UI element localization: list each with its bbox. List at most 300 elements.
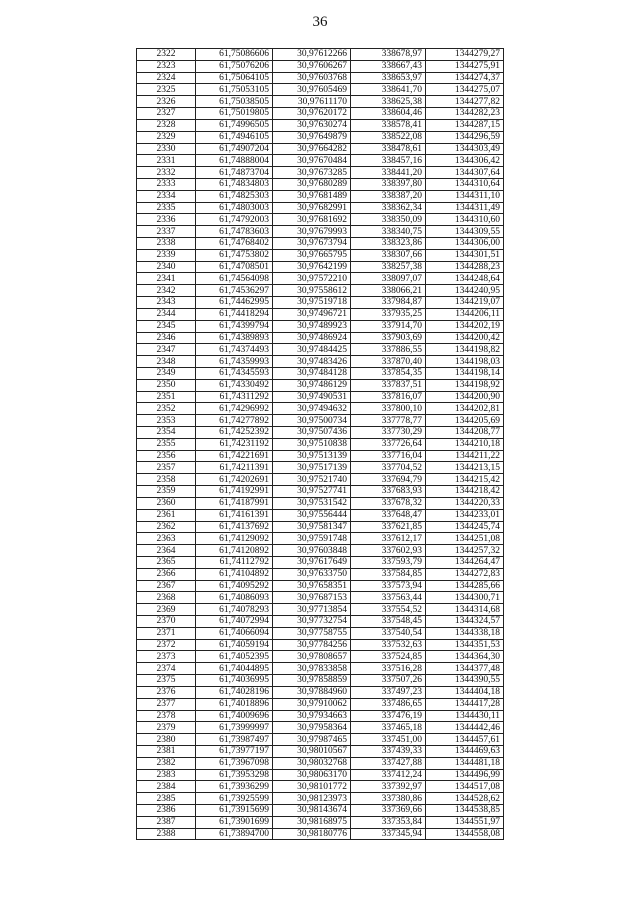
longitude-cell: 30,97572210 bbox=[273, 273, 351, 285]
table-row bbox=[137, 249, 504, 261]
x-coordinate-cell: 337548,45 bbox=[351, 616, 426, 628]
table-row bbox=[137, 545, 504, 557]
point-number-cell: 2334 bbox=[137, 190, 196, 202]
y-coordinate-cell: 1344351,53 bbox=[426, 639, 504, 651]
point-number-cell: 2366 bbox=[137, 568, 196, 580]
y-coordinate-cell: 1344205,69 bbox=[426, 415, 504, 427]
longitude-cell: 30,97658351 bbox=[273, 580, 351, 592]
x-coordinate-cell: 337451,00 bbox=[351, 734, 426, 746]
x-coordinate-cell: 337380,86 bbox=[351, 793, 426, 805]
x-coordinate-cell: 337935,25 bbox=[351, 308, 426, 320]
table-row bbox=[137, 367, 504, 379]
longitude-cell: 30,97673794 bbox=[273, 238, 351, 250]
point-number-cell: 2362 bbox=[137, 521, 196, 533]
longitude-cell: 30,97784256 bbox=[273, 639, 351, 651]
table-row bbox=[137, 119, 504, 131]
latitude-cell: 61,74137692 bbox=[196, 521, 273, 533]
y-coordinate-cell: 1344274,37 bbox=[426, 72, 504, 84]
table-row bbox=[137, 580, 504, 592]
table-row bbox=[137, 72, 504, 84]
latitude-cell: 61,74792003 bbox=[196, 214, 273, 226]
longitude-cell: 30,97603768 bbox=[273, 72, 351, 84]
x-coordinate-cell: 338522,08 bbox=[351, 131, 426, 143]
longitude-cell: 30,98032768 bbox=[273, 757, 351, 769]
table-row bbox=[137, 604, 504, 616]
x-coordinate-cell: 337648,47 bbox=[351, 509, 426, 521]
point-number-cell: 2324 bbox=[137, 72, 196, 84]
y-coordinate-cell: 1344285,66 bbox=[426, 580, 504, 592]
x-coordinate-cell: 337683,93 bbox=[351, 486, 426, 498]
y-coordinate-cell: 1344417,28 bbox=[426, 698, 504, 710]
longitude-cell: 30,97486924 bbox=[273, 332, 351, 344]
y-coordinate-cell: 1344287,15 bbox=[426, 119, 504, 131]
latitude-cell: 61,74825303 bbox=[196, 190, 273, 202]
point-number-cell: 2331 bbox=[137, 155, 196, 167]
table-row bbox=[137, 344, 504, 356]
y-coordinate-cell: 1344198,03 bbox=[426, 356, 504, 368]
y-coordinate-cell: 1344275,07 bbox=[426, 84, 504, 96]
point-number-cell: 2380 bbox=[137, 734, 196, 746]
y-coordinate-cell: 1344200,42 bbox=[426, 332, 504, 344]
latitude-cell: 61,74359993 bbox=[196, 356, 273, 368]
table-row bbox=[137, 84, 504, 96]
y-coordinate-cell: 1344496,99 bbox=[426, 769, 504, 781]
y-coordinate-cell: 1344310,64 bbox=[426, 178, 504, 190]
longitude-cell: 30,97611170 bbox=[273, 96, 351, 108]
table-row bbox=[137, 297, 504, 309]
x-coordinate-cell: 337602,93 bbox=[351, 545, 426, 557]
y-coordinate-cell: 1344279,27 bbox=[426, 49, 504, 61]
latitude-cell: 61,73915699 bbox=[196, 805, 273, 817]
longitude-cell: 30,97665795 bbox=[273, 249, 351, 261]
y-coordinate-cell: 1344364,30 bbox=[426, 651, 504, 663]
table-row bbox=[137, 273, 504, 285]
latitude-cell: 61,74009696 bbox=[196, 710, 273, 722]
point-number-cell: 2328 bbox=[137, 119, 196, 131]
point-number-cell: 2367 bbox=[137, 580, 196, 592]
latitude-cell: 61,74311292 bbox=[196, 391, 273, 403]
x-coordinate-cell: 338340,75 bbox=[351, 226, 426, 238]
latitude-cell: 61,73936299 bbox=[196, 781, 273, 793]
latitude-cell: 61,74072994 bbox=[196, 616, 273, 628]
table-row bbox=[137, 486, 504, 498]
x-coordinate-cell: 337984,87 bbox=[351, 297, 426, 309]
point-number-cell: 2323 bbox=[137, 60, 196, 72]
point-number-cell: 2352 bbox=[137, 403, 196, 415]
latitude-cell: 61,74564098 bbox=[196, 273, 273, 285]
y-coordinate-cell: 1344277,82 bbox=[426, 96, 504, 108]
latitude-cell: 61,74330492 bbox=[196, 379, 273, 391]
latitude-cell: 61,74803003 bbox=[196, 202, 273, 214]
x-coordinate-cell: 337439,33 bbox=[351, 745, 426, 757]
latitude-cell: 61,73977197 bbox=[196, 745, 273, 757]
latitude-cell: 61,74462995 bbox=[196, 297, 273, 309]
longitude-cell: 30,97489923 bbox=[273, 320, 351, 332]
latitude-cell: 61,74873704 bbox=[196, 167, 273, 179]
point-number-cell: 2378 bbox=[137, 710, 196, 722]
latitude-cell: 61,73894700 bbox=[196, 828, 273, 840]
x-coordinate-cell: 338397,80 bbox=[351, 178, 426, 190]
table-row bbox=[137, 438, 504, 450]
point-number-cell: 2343 bbox=[137, 297, 196, 309]
point-number-cell: 2341 bbox=[137, 273, 196, 285]
point-number-cell: 2333 bbox=[137, 178, 196, 190]
latitude-cell: 61,73999997 bbox=[196, 722, 273, 734]
latitude-cell: 61,74418294 bbox=[196, 308, 273, 320]
latitude-cell: 61,73987497 bbox=[196, 734, 273, 746]
x-coordinate-cell: 338350,09 bbox=[351, 214, 426, 226]
point-number-cell: 2361 bbox=[137, 509, 196, 521]
latitude-cell: 61,74277892 bbox=[196, 415, 273, 427]
table-row bbox=[137, 96, 504, 108]
longitude-cell: 30,97484425 bbox=[273, 344, 351, 356]
y-coordinate-cell: 1344218,42 bbox=[426, 486, 504, 498]
y-coordinate-cell: 1344213,15 bbox=[426, 462, 504, 474]
point-number-cell: 2349 bbox=[137, 367, 196, 379]
point-number-cell: 2330 bbox=[137, 143, 196, 155]
table-row bbox=[137, 226, 504, 238]
table-row bbox=[137, 781, 504, 793]
latitude-cell: 61,74389893 bbox=[196, 332, 273, 344]
table-row bbox=[137, 509, 504, 521]
longitude-cell: 30,97682991 bbox=[273, 202, 351, 214]
y-coordinate-cell: 1344390,55 bbox=[426, 675, 504, 687]
latitude-cell: 61,74345593 bbox=[196, 367, 273, 379]
table-row bbox=[137, 379, 504, 391]
latitude-cell: 61,75076206 bbox=[196, 60, 273, 72]
y-coordinate-cell: 1344200,90 bbox=[426, 391, 504, 403]
longitude-cell: 30,97591748 bbox=[273, 533, 351, 545]
x-coordinate-cell: 337837,51 bbox=[351, 379, 426, 391]
x-coordinate-cell: 337914,70 bbox=[351, 320, 426, 332]
longitude-cell: 30,97521740 bbox=[273, 474, 351, 486]
y-coordinate-cell: 1344324,57 bbox=[426, 616, 504, 628]
longitude-cell: 30,97486129 bbox=[273, 379, 351, 391]
point-number-cell: 2342 bbox=[137, 285, 196, 297]
latitude-cell: 61,74086093 bbox=[196, 592, 273, 604]
longitude-cell: 30,97517139 bbox=[273, 462, 351, 474]
table-row bbox=[137, 828, 504, 840]
x-coordinate-cell: 338066,21 bbox=[351, 285, 426, 297]
x-coordinate-cell: 338362,34 bbox=[351, 202, 426, 214]
longitude-cell: 30,97649879 bbox=[273, 131, 351, 143]
y-coordinate-cell: 1344306,42 bbox=[426, 155, 504, 167]
point-number-cell: 2351 bbox=[137, 391, 196, 403]
latitude-cell: 61,74192991 bbox=[196, 486, 273, 498]
y-coordinate-cell: 1344211,22 bbox=[426, 450, 504, 462]
x-coordinate-cell: 338457,16 bbox=[351, 155, 426, 167]
longitude-cell: 30,97934663 bbox=[273, 710, 351, 722]
y-coordinate-cell: 1344275,91 bbox=[426, 60, 504, 72]
longitude-cell: 30,97527741 bbox=[273, 486, 351, 498]
latitude-cell: 61,74036995 bbox=[196, 675, 273, 687]
point-number-cell: 2354 bbox=[137, 427, 196, 439]
longitude-cell: 30,97494632 bbox=[273, 403, 351, 415]
x-coordinate-cell: 338641,70 bbox=[351, 84, 426, 96]
x-coordinate-cell: 337870,40 bbox=[351, 356, 426, 368]
table-row bbox=[137, 745, 504, 757]
table-row bbox=[137, 178, 504, 190]
latitude-cell: 61,75019805 bbox=[196, 108, 273, 120]
latitude-cell: 61,74753802 bbox=[196, 249, 273, 261]
y-coordinate-cell: 1344301,51 bbox=[426, 249, 504, 261]
y-coordinate-cell: 1344206,11 bbox=[426, 308, 504, 320]
y-coordinate-cell: 1344296,59 bbox=[426, 131, 504, 143]
y-coordinate-cell: 1344300,71 bbox=[426, 592, 504, 604]
table-row bbox=[137, 568, 504, 580]
x-coordinate-cell: 337476,19 bbox=[351, 710, 426, 722]
longitude-cell: 30,97531542 bbox=[273, 497, 351, 509]
longitude-cell: 30,97833858 bbox=[273, 663, 351, 675]
latitude-cell: 61,74078293 bbox=[196, 604, 273, 616]
latitude-cell: 61,74296992 bbox=[196, 403, 273, 415]
y-coordinate-cell: 1344202,81 bbox=[426, 403, 504, 415]
longitude-cell: 30,97664282 bbox=[273, 143, 351, 155]
point-number-cell: 2346 bbox=[137, 332, 196, 344]
table-row bbox=[137, 202, 504, 214]
longitude-cell: 30,97496721 bbox=[273, 308, 351, 320]
longitude-cell: 30,97713854 bbox=[273, 604, 351, 616]
y-coordinate-cell: 1344251,08 bbox=[426, 533, 504, 545]
table-row bbox=[137, 214, 504, 226]
point-number-cell: 2363 bbox=[137, 533, 196, 545]
point-number-cell: 2368 bbox=[137, 592, 196, 604]
y-coordinate-cell: 1344282,23 bbox=[426, 108, 504, 120]
table-row bbox=[137, 155, 504, 167]
table-row bbox=[137, 403, 504, 415]
table-row bbox=[137, 143, 504, 155]
longitude-cell: 30,97670484 bbox=[273, 155, 351, 167]
table-row bbox=[137, 474, 504, 486]
y-coordinate-cell: 1344307,64 bbox=[426, 167, 504, 179]
y-coordinate-cell: 1344210,18 bbox=[426, 438, 504, 450]
x-coordinate-cell: 337886,55 bbox=[351, 344, 426, 356]
longitude-cell: 30,97510838 bbox=[273, 438, 351, 450]
longitude-cell: 30,97858859 bbox=[273, 675, 351, 687]
x-coordinate-cell: 338578,41 bbox=[351, 119, 426, 131]
point-number-cell: 2335 bbox=[137, 202, 196, 214]
y-coordinate-cell: 1344309,55 bbox=[426, 226, 504, 238]
latitude-cell: 61,74536297 bbox=[196, 285, 273, 297]
point-number-cell: 2387 bbox=[137, 816, 196, 828]
x-coordinate-cell: 337353,84 bbox=[351, 816, 426, 828]
point-number-cell: 2385 bbox=[137, 793, 196, 805]
longitude-cell: 30,97605469 bbox=[273, 84, 351, 96]
x-coordinate-cell: 337516,28 bbox=[351, 663, 426, 675]
longitude-cell: 30,97633750 bbox=[273, 568, 351, 580]
y-coordinate-cell: 1344248,64 bbox=[426, 273, 504, 285]
y-coordinate-cell: 1344288,23 bbox=[426, 261, 504, 273]
table-row bbox=[137, 332, 504, 344]
point-number-cell: 2388 bbox=[137, 828, 196, 840]
table-row bbox=[137, 49, 504, 61]
longitude-cell: 30,97958364 bbox=[273, 722, 351, 734]
x-coordinate-cell: 338678,97 bbox=[351, 49, 426, 61]
y-coordinate-cell: 1344233,01 bbox=[426, 509, 504, 521]
point-number-cell: 2355 bbox=[137, 438, 196, 450]
table-row bbox=[137, 533, 504, 545]
y-coordinate-cell: 1344528,62 bbox=[426, 793, 504, 805]
table-row bbox=[137, 320, 504, 332]
y-coordinate-cell: 1344198,92 bbox=[426, 379, 504, 391]
latitude-cell: 61,74120892 bbox=[196, 545, 273, 557]
x-coordinate-cell: 337497,23 bbox=[351, 686, 426, 698]
y-coordinate-cell: 1344303,49 bbox=[426, 143, 504, 155]
x-coordinate-cell: 337465,18 bbox=[351, 722, 426, 734]
longitude-cell: 30,97581347 bbox=[273, 521, 351, 533]
x-coordinate-cell: 337540,54 bbox=[351, 627, 426, 639]
longitude-cell: 30,97758755 bbox=[273, 627, 351, 639]
y-coordinate-cell: 1344457,61 bbox=[426, 734, 504, 746]
x-coordinate-cell: 337593,79 bbox=[351, 556, 426, 568]
x-coordinate-cell: 337678,32 bbox=[351, 497, 426, 509]
y-coordinate-cell: 1344240,95 bbox=[426, 285, 504, 297]
table-row bbox=[137, 616, 504, 628]
longitude-cell: 30,97679993 bbox=[273, 226, 351, 238]
table-row bbox=[137, 816, 504, 828]
y-coordinate-cell: 1344198,14 bbox=[426, 367, 504, 379]
table-row bbox=[137, 686, 504, 698]
y-coordinate-cell: 1344538,85 bbox=[426, 805, 504, 817]
point-number-cell: 2364 bbox=[137, 545, 196, 557]
longitude-cell: 30,97808657 bbox=[273, 651, 351, 663]
x-coordinate-cell: 338653,97 bbox=[351, 72, 426, 84]
x-coordinate-cell: 337800,10 bbox=[351, 403, 426, 415]
table-row bbox=[137, 757, 504, 769]
x-coordinate-cell: 337730,29 bbox=[351, 427, 426, 439]
latitude-cell: 61,73953298 bbox=[196, 769, 273, 781]
latitude-cell: 61,74374493 bbox=[196, 344, 273, 356]
point-number-cell: 2369 bbox=[137, 604, 196, 616]
point-number-cell: 2325 bbox=[137, 84, 196, 96]
point-number-cell: 2371 bbox=[137, 627, 196, 639]
longitude-cell: 30,97687153 bbox=[273, 592, 351, 604]
longitude-cell: 30,98010567 bbox=[273, 745, 351, 757]
point-number-cell: 2383 bbox=[137, 769, 196, 781]
table-row bbox=[137, 805, 504, 817]
latitude-cell: 61,75053105 bbox=[196, 84, 273, 96]
x-coordinate-cell: 337486,65 bbox=[351, 698, 426, 710]
longitude-cell: 30,98168975 bbox=[273, 816, 351, 828]
latitude-cell: 61,73901699 bbox=[196, 816, 273, 828]
longitude-cell: 30,97732754 bbox=[273, 616, 351, 628]
x-coordinate-cell: 338307,66 bbox=[351, 249, 426, 261]
y-coordinate-cell: 1344311,49 bbox=[426, 202, 504, 214]
longitude-cell: 30,97558612 bbox=[273, 285, 351, 297]
y-coordinate-cell: 1344257,32 bbox=[426, 545, 504, 557]
x-coordinate-cell: 337816,07 bbox=[351, 391, 426, 403]
latitude-cell: 61,73925599 bbox=[196, 793, 273, 805]
y-coordinate-cell: 1344215,42 bbox=[426, 474, 504, 486]
point-number-cell: 2326 bbox=[137, 96, 196, 108]
table-row bbox=[137, 639, 504, 651]
point-number-cell: 2377 bbox=[137, 698, 196, 710]
latitude-cell: 61,74161391 bbox=[196, 509, 273, 521]
point-number-cell: 2372 bbox=[137, 639, 196, 651]
longitude-cell: 30,97513139 bbox=[273, 450, 351, 462]
point-number-cell: 2370 bbox=[137, 616, 196, 628]
latitude-cell: 61,74104892 bbox=[196, 568, 273, 580]
y-coordinate-cell: 1344442,46 bbox=[426, 722, 504, 734]
longitude-cell: 30,97884960 bbox=[273, 686, 351, 698]
point-number-cell: 2353 bbox=[137, 415, 196, 427]
latitude-cell: 61,74187991 bbox=[196, 497, 273, 509]
point-number-cell: 2356 bbox=[137, 450, 196, 462]
table-row bbox=[137, 521, 504, 533]
x-coordinate-cell: 337573,94 bbox=[351, 580, 426, 592]
latitude-cell: 61,74231192 bbox=[196, 438, 273, 450]
x-coordinate-cell: 338478,61 bbox=[351, 143, 426, 155]
latitude-cell: 61,74399794 bbox=[196, 320, 273, 332]
table-row bbox=[137, 261, 504, 273]
longitude-cell: 30,97507436 bbox=[273, 427, 351, 439]
latitude-cell: 61,74252392 bbox=[196, 427, 273, 439]
latitude-cell: 61,75064105 bbox=[196, 72, 273, 84]
longitude-cell: 30,97483426 bbox=[273, 356, 351, 368]
y-coordinate-cell: 1344198,82 bbox=[426, 344, 504, 356]
table-row bbox=[137, 675, 504, 687]
y-coordinate-cell: 1344377,48 bbox=[426, 663, 504, 675]
point-number-cell: 2348 bbox=[137, 356, 196, 368]
longitude-cell: 30,97910062 bbox=[273, 698, 351, 710]
longitude-cell: 30,97617649 bbox=[273, 556, 351, 568]
point-number-cell: 2327 bbox=[137, 108, 196, 120]
point-number-cell: 2339 bbox=[137, 249, 196, 261]
x-coordinate-cell: 337345,94 bbox=[351, 828, 426, 840]
longitude-cell: 30,97630274 bbox=[273, 119, 351, 131]
y-coordinate-cell: 1344430,11 bbox=[426, 710, 504, 722]
latitude-cell: 61,74059194 bbox=[196, 639, 273, 651]
y-coordinate-cell: 1344264,47 bbox=[426, 556, 504, 568]
y-coordinate-cell: 1344551,97 bbox=[426, 816, 504, 828]
x-coordinate-cell: 337854,35 bbox=[351, 367, 426, 379]
longitude-cell: 30,97612266 bbox=[273, 49, 351, 61]
x-coordinate-cell: 337524,85 bbox=[351, 651, 426, 663]
table-row bbox=[137, 108, 504, 120]
y-coordinate-cell: 1344272,83 bbox=[426, 568, 504, 580]
table-row bbox=[137, 356, 504, 368]
y-coordinate-cell: 1344245,74 bbox=[426, 521, 504, 533]
page-number: 36 bbox=[312, 14, 328, 30]
latitude-cell: 61,74052395 bbox=[196, 651, 273, 663]
x-coordinate-cell: 338667,43 bbox=[351, 60, 426, 72]
longitude-cell: 30,97500734 bbox=[273, 415, 351, 427]
longitude-cell: 30,97681489 bbox=[273, 190, 351, 202]
x-coordinate-cell: 337563,44 bbox=[351, 592, 426, 604]
table-row bbox=[137, 734, 504, 746]
point-number-cell: 2347 bbox=[137, 344, 196, 356]
x-coordinate-cell: 337704,52 bbox=[351, 462, 426, 474]
table-row bbox=[137, 556, 504, 568]
x-coordinate-cell: 338441,20 bbox=[351, 167, 426, 179]
longitude-cell: 30,97642199 bbox=[273, 261, 351, 273]
longitude-cell: 30,97680289 bbox=[273, 178, 351, 190]
x-coordinate-cell: 337532,63 bbox=[351, 639, 426, 651]
table-row bbox=[137, 190, 504, 202]
table-row bbox=[137, 627, 504, 639]
table-row bbox=[137, 698, 504, 710]
table-row bbox=[137, 793, 504, 805]
longitude-cell: 30,98143674 bbox=[273, 805, 351, 817]
x-coordinate-cell: 337903,69 bbox=[351, 332, 426, 344]
latitude-cell: 61,75038505 bbox=[196, 96, 273, 108]
point-number-cell: 2365 bbox=[137, 556, 196, 568]
longitude-cell: 30,97519718 bbox=[273, 297, 351, 309]
point-number-cell: 2358 bbox=[137, 474, 196, 486]
latitude-cell: 61,74028196 bbox=[196, 686, 273, 698]
y-coordinate-cell: 1344517,08 bbox=[426, 781, 504, 793]
point-number-cell: 2345 bbox=[137, 320, 196, 332]
